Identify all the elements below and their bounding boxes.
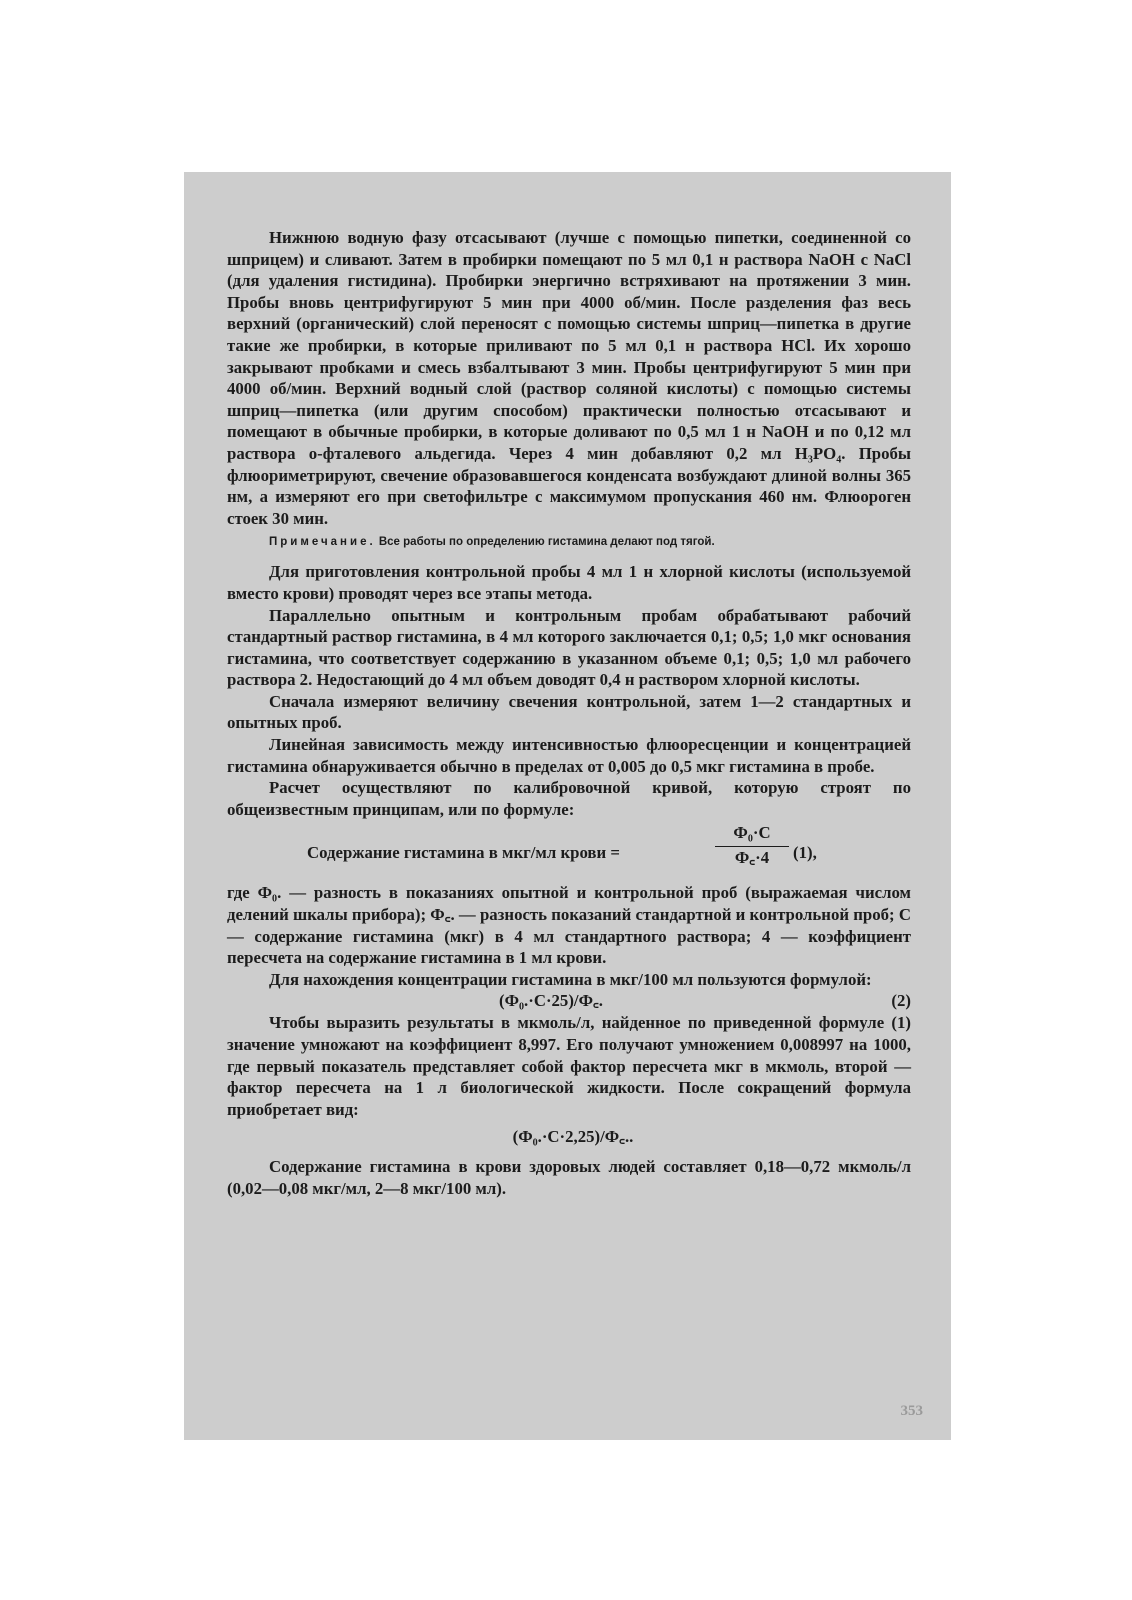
paragraph-normal-values: Содержание гистамина в крови здоровых людей составляет 0,18—0,72 мкмоль/л (0,02—0,08 мкг/мл, 2—8 мкг/100 мл).	[227, 1156, 911, 1198]
formula-1-denominator: Ф꜀·4	[734, 848, 770, 868]
formula-1-lead: Содержание гистамина в мкг/мл крови =	[307, 843, 620, 863]
page-number: 353	[900, 1403, 923, 1419]
page-body	[227, 227, 911, 1199]
paragraph-concentration: Для нахождения концентрации гистамина в мкг/100 мл пользуются формулой:	[269, 969, 872, 989]
formula-3: (Ф₀.·С·2,25)/Ф꜀..	[512, 1127, 634, 1147]
book-page	[184, 172, 951, 1440]
paragraph-linearity: Линейная зависимость между интенсивностью флюоресценции и концентрацией гистамина обнаруживается обычно в пределах от 0,005 до 0,5 мкг гистамина в пробе.	[227, 735, 911, 776]
formula-2-number: (2)	[891, 991, 911, 1011]
note-label: Примечание.	[269, 536, 376, 549]
paragraph-conversion: Чтобы выразить результаты в мкмоль/л, найденное по приведенной формуле (1) значение умножают на коэффициент 8,997. Его получают умножением 0,008997 на 1000, где первый показатель представляет собой фактор пересчета мкг в мкмоль, второй — фактор пересчета на 1 л биологической жидкости. После сокращений формула приобретает вид:	[227, 1013, 911, 1119]
note	[227, 535, 911, 549]
paragraph-control-sample: Для приготовления контрольной пробы 4 мл 1 н хлорной кислоты (используемой вместо крови) проводят через все этапы метода.	[227, 562, 911, 603]
paragraph-calculation: Расчет осуществляют по калибровочной кривой, которую строят по общеизвестным принципам, или по формуле:	[227, 778, 911, 819]
formula-1	[227, 822, 911, 876]
paragraph-where: где Ф₀. — разность в показаниях опытной и контрольной проб (выражаемая числом делений шкалы прибора); Ф꜀. — разность показаний стандартной и контрольной проб; С — содержание гистамина (мкг) в 4 мл стандартного раствора; 4 — коэффициент пересчета на содержание гистамина в 1 мл крови.	[227, 883, 911, 968]
paragraph-measure-order: Сначала измеряют величину свечения контрольной, затем 1—2 стандартных и опытных проб.	[227, 691, 911, 733]
formula-1-numerator: Ф₀·С	[715, 822, 789, 847]
formula-2-expression: (Ф₀.·С·25)/Ф꜀.	[499, 991, 603, 1011]
note-text: Все работы по определению гистамина делают под тягой.	[378, 536, 715, 549]
formula-2	[227, 990, 911, 1012]
paragraph-standard: Параллельно опытным и контрольным пробам обрабатывают рабочий стандартный раствор гистамина, в 4 мл которого заключается 0,1; 0,5; 1,0 мкг основания гистамина, что соответствует содержанию в указанном объеме 0,1; 0,5; 1,0 мл рабочего раствора 2. Недостающий до 4 мл объем доводят 0,4 н раствором хлорной кислоты.	[227, 605, 911, 690]
formula-1-fraction	[715, 822, 789, 868]
formula-1-number: (1),	[793, 843, 817, 863]
paragraph-procedure: Нижнюю водную фазу отсасывают (лучше с помощью пипетки, соединенной со шприцем) и сливают. Затем в пробирки помещают по 5 мл 0,1 н раствора NaOH с NaCl (для удаления гистидина). Пробирки энергично встряхивают на протяжении 3 мин. Пробы вновь центрифугируют 5 мин при 4000 об/мин. После разделения фаз весь верхний (органический) слой переносят с помощью системы шприц—пипетка в другие такие же пробирки, в которые приливают по 5 мл 0,1 н раствора HCl. Их хорошо закрывают пробками и смесь взбалтывают 3 мин. Пробы центрифугируют 5 мин при 4000 об/мин. Верхний водный слой (раствор соляной кислоты) с помощью системы шприц—пипетка (или другим способом) практически полностью отсасывают и помещают в обычные пробирки, в которые доливают по 0,5 мл 1 н NaOH и по 0,12 мл раствора о-фталевого альдегида. Через 4 мин добавляют 0,2 мл H₃PO₄. Пробы флюориметрируют, свечение образовавшегося конденсата возбуждают длиной волны 365 нм, а измеряют его при светофильтре с максимумом пропускания 460 нм. Флюороген стоек 30 мин.	[227, 228, 911, 528]
